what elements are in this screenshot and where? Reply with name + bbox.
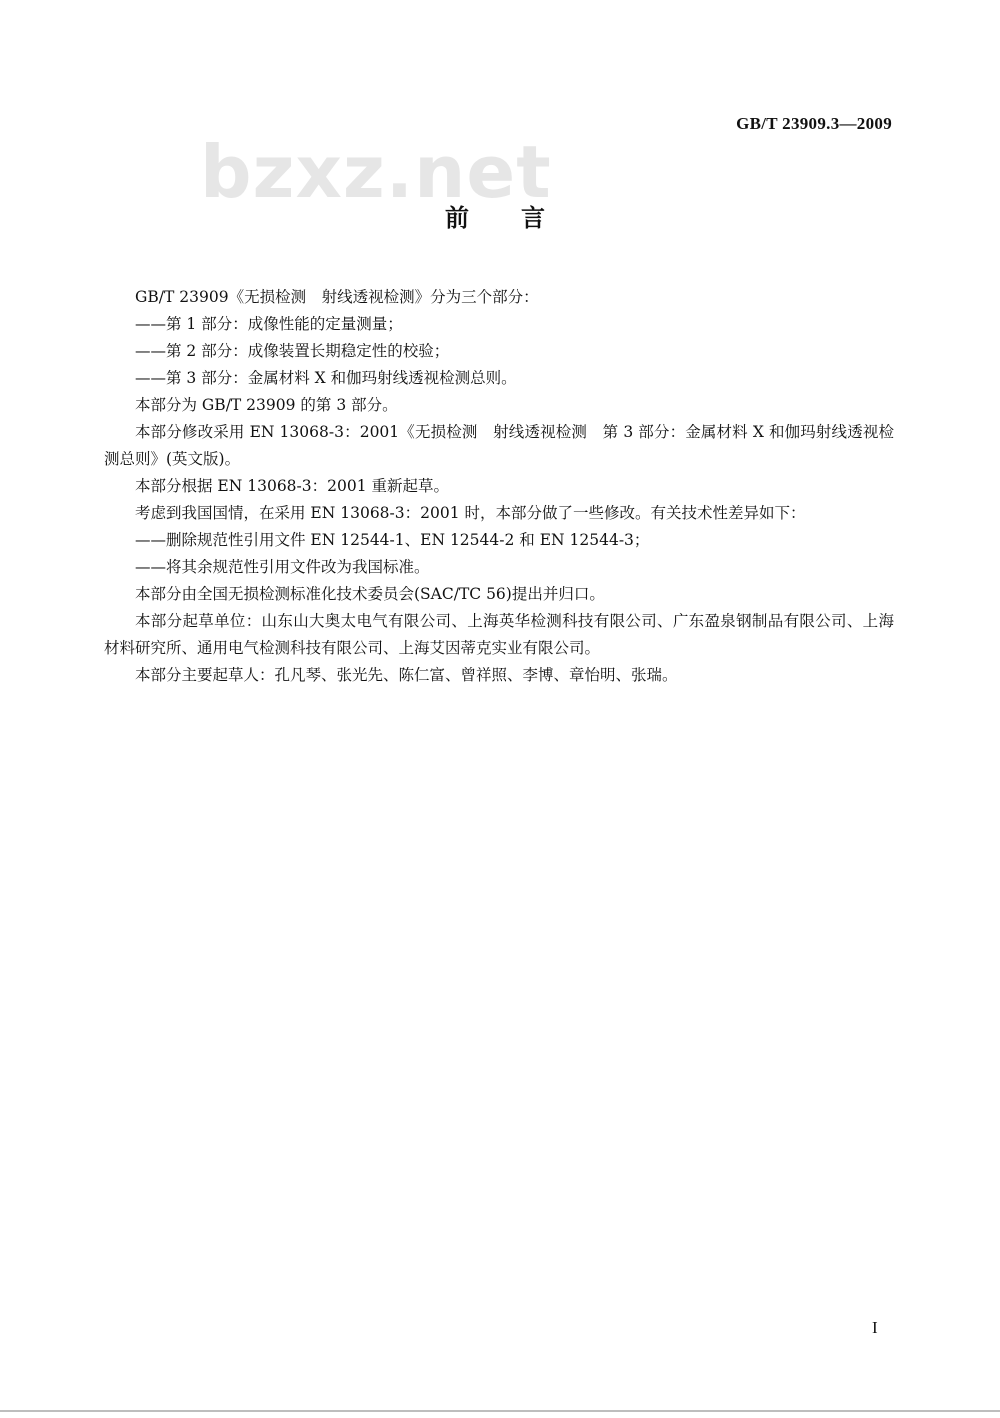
page-number: I	[872, 1318, 878, 1337]
paragraph-intro: GB/T 23909《无损检测 射线透视检测》分为三个部分：	[135, 288, 539, 306]
paragraph-redrafted: 本部分根据 EN 13068-3：2001 重新起草。	[135, 477, 450, 495]
paragraph-drafting-units: 本部分起草单位：山东山大奥太电气有限公司、上海英华检测科技有限公司、广东盈泉钢制品有限公司、上海材料研究所、通用电气检测科技有限公司、上海艾因蒂克实业有限公司。	[104, 612, 894, 657]
watermark-logo: bzxz.net	[200, 130, 552, 214]
paragraph-diff-1: ——删除规范性引用文件 EN 12544-1、EN 12544-2 和 EN 12544-3；	[135, 531, 650, 549]
paragraph-this-part: 本部分为 GB/T 23909 的第 3 部分。	[135, 396, 398, 414]
paragraph-part-1: ——第 1 部分：成像性能的定量测量；	[135, 315, 403, 333]
paragraph-drafters: 本部分主要起草人：孔凡琴、张光先、陈仁富、曾祥照、李博、章怡明、张瑞。	[135, 666, 678, 684]
paragraph-part-2: ——第 2 部分：成像装置长期稳定性的校验；	[135, 342, 450, 360]
paragraph-part-3: ——第 3 部分：金属材料 X 和伽玛射线透视检测总则。	[135, 369, 517, 387]
page-title: 前言	[445, 204, 597, 232]
paragraph-modifications: 考虑到我国国情，在采用 EN 13068-3：2001 时，本部分做了一些修改。有关技术性差异如下：	[135, 504, 806, 522]
standard-code: GB/T 23909.3—2009	[736, 114, 892, 133]
paragraph-committee: 本部分由全国无损检测标准化技术委员会(SAC/TC 56)提出并归口。	[135, 585, 605, 603]
paragraph-diff-2: ——将其余规范性引用文件改为我国标准。	[135, 558, 430, 576]
foreword-body	[104, 284, 894, 689]
paragraph-adoption: 本部分修改采用 EN 13068-3：2001《无损检测 射线透视检测 第 3 部分：金属材料 X 和伽玛射线透视检测总则》(英文版)。	[104, 423, 894, 468]
page-bottom-edge	[0, 1410, 1000, 1412]
